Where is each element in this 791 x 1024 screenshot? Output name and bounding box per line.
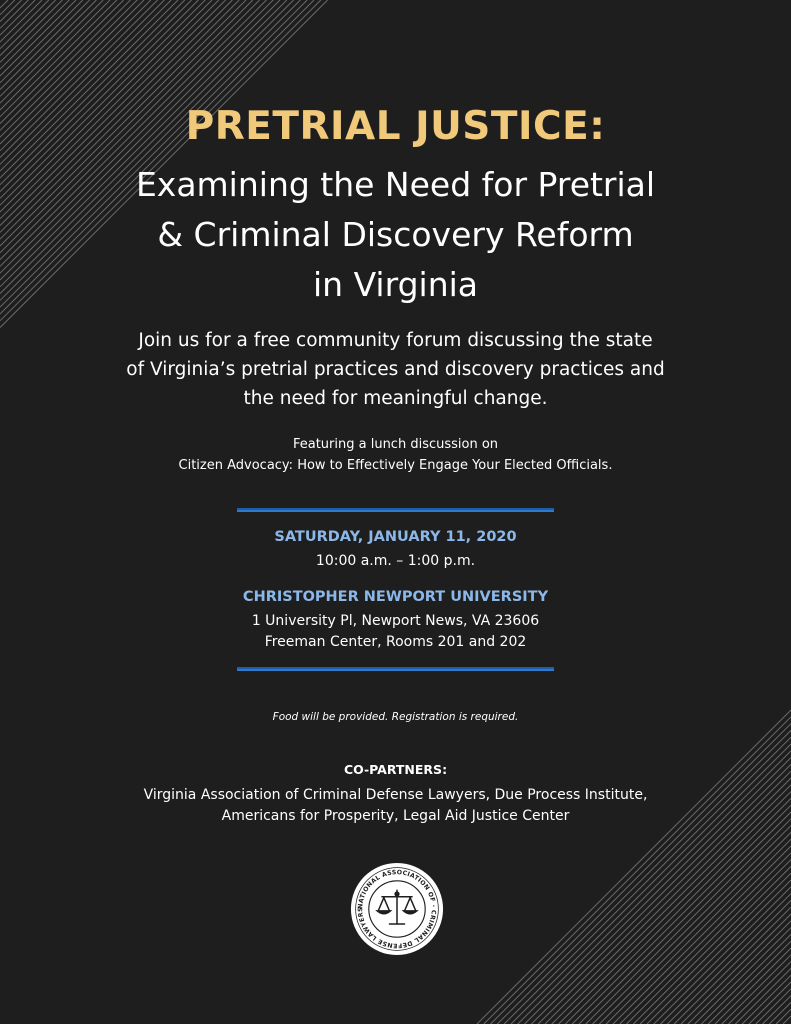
svg-text:NATIONAL ASSOCIATION OF · CRIM: NATIONAL ASSOCIATION OF · CRIMINAL DEFENSE LAWYERS <box>357 869 437 949</box>
lunch-feature <box>0 434 791 476</box>
partners-line: Virginia Association of Criminal Defense Lawyers, Due Process Institute, <box>143 787 648 803</box>
registration-note: Food will be provided. Registration is required. <box>272 711 519 723</box>
intro-line: Join us for a free community forum discussing the state <box>138 330 653 351</box>
venue-room: Freeman Center, Rooms 201 and 202 <box>264 634 527 650</box>
subtitle-line: in Virginia <box>313 265 478 304</box>
intro-line: the need for meaningful change. <box>243 388 548 409</box>
partners-line: Americans for Prosperity, Legal Aid Justice Center <box>221 808 570 824</box>
subtitle-line: & Criminal Discovery Reform <box>157 215 634 254</box>
intro-line: of Virginia’s pretrial practices and discovery practices and <box>126 359 665 380</box>
divider-bottom <box>237 667 554 671</box>
feature-line: Featuring a lunch discussion on <box>292 437 499 452</box>
event-time: 10:00 a.m. – 1:00 p.m. <box>315 553 476 569</box>
venue-address: 1 University Pl, Newport News, VA 23606 <box>251 613 540 629</box>
event-subtitle <box>0 160 791 310</box>
subtitle-line: Examining the Need for Pretrial <box>135 165 656 204</box>
feature-line: Citizen Advocacy: How to Effectively Engage Your Elected Officials. <box>178 458 613 473</box>
partners-title: CO-PARTNERS: <box>343 762 448 777</box>
divider-top <box>237 508 554 512</box>
event-headline: PRETRIAL JUSTICE: <box>185 104 606 149</box>
event-venue: CHRISTOPHER NEWPORT UNIVERSITY <box>242 589 549 605</box>
nacdl-seal-logo <box>350 862 444 956</box>
partners-list <box>0 785 791 827</box>
event-intro <box>0 326 791 413</box>
event-date: SATURDAY, JANUARY 11, 2020 <box>274 529 517 545</box>
